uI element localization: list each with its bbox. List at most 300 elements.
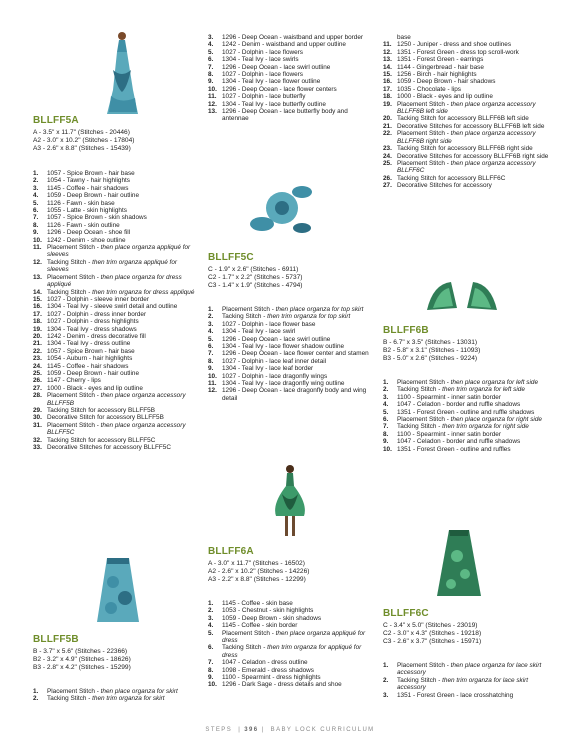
step-item [208,373,370,380]
step-text: Placement Stitch - [397,100,451,108]
step-item [33,274,195,289]
step-instruction: then trim organza appliqué for sleeves [47,258,178,274]
step-item [208,313,370,320]
step-item [33,229,195,236]
step-text: 1296 - Deep Ocean - lace flower center and stamen [222,350,369,358]
step-text: Tacking Stitch for accessory BLLFF6C [397,174,506,182]
step-number: 7. [33,214,39,222]
step-text: 1351 - Forest Green - lace crosshatching [397,691,514,699]
step-number: 9. [208,365,214,373]
step-text: Tacking Stitch for accessory BLLFF6B left side [397,115,529,123]
step-text: Placement Stitch - [47,392,101,400]
step-number: 11. [383,41,392,49]
flower-bllff5c-image [246,178,316,244]
step-list-bllff6a [208,600,370,689]
step-text: 1145 - Coffee - hair shadows [47,184,129,192]
step-item [383,438,553,445]
step-item [33,385,195,392]
step-text: 1144 - Gingerbread - hair base [397,63,484,71]
size-line: C2 - 3.0" x 4.3" (Stitches - 19218) [383,629,482,637]
step-text: 1304 - Teal Ivy - dress outline [47,340,131,348]
step-item [208,607,370,614]
step-item [33,185,195,192]
step-number: 5. [208,629,214,637]
size-line: B - 3.7" x 5.6" (Stitches - 22366) [33,648,128,655]
size-list-bllff6c [383,622,481,645]
step-item [208,630,370,645]
step-item [33,444,195,451]
step-text: 1057 - Spice Brown - hair base [47,347,135,355]
step-number: 20. [383,115,392,123]
step-item [383,64,553,71]
step-instruction: then trim organza for lace skirt accessory [397,676,529,692]
step-number: 8. [33,221,39,229]
step-number: 27. [383,182,392,190]
step-item [208,56,370,63]
step-item [33,244,195,259]
step-text: 1027 - Dolphin - lace flowers [222,48,303,56]
step-text: Placement Stitch - [47,244,101,252]
step-number: 9. [208,78,214,86]
step-item [33,377,195,384]
size-line: B3 - 5.0" x 2.6" (Stitches - 9224) [383,354,478,362]
step-instruction: then place organza for top skirt [275,306,364,313]
step-text: Tacking Stitch - [222,644,268,652]
step-text: Placement Stitch - [397,159,451,167]
step-number: 1. [208,600,214,607]
footer-section: STEPS [205,727,233,733]
step-item [208,667,370,674]
step-item [383,153,553,160]
step-number: 28. [33,392,42,400]
step-item [208,622,370,629]
step-item [383,123,553,130]
step-text: 1351 - Forest Green - outline and ruffle shadows [397,408,535,416]
step-item [208,387,370,402]
step-item [383,431,553,438]
step-number: 10. [33,236,42,244]
step-instruction: then place organza for dress appliqué [47,273,182,289]
step-number: 21. [33,340,42,348]
step-number: 5. [208,335,214,343]
step-instruction: then place organza for skirt [100,688,178,695]
step-item [383,160,553,175]
step-item [383,93,553,100]
step-text: 1000 - Black - eyes and lip outline [397,93,493,101]
step-item [33,289,195,296]
design-code-bllff6c: BLLFF6C [383,608,429,619]
step-item [383,677,553,692]
step-item [33,303,195,310]
step-number: 1. [33,688,39,695]
step-item [33,237,195,244]
step-text: 1296 - Deep Ocean - waistband and upper border [222,34,364,41]
step-text: 1296 - Deep Ocean - lace swirl outline [222,335,331,343]
step-number: 15. [33,295,42,303]
step-number: 6. [33,207,39,215]
step-number: 26. [33,377,42,385]
size-line: C2 - 1.7" x 2.2" (Stitches - 5737) [208,273,303,281]
step-instruction: then trim organza for left side [442,386,525,394]
step-number: 1. [383,662,389,669]
page-footer: STEPS | 396 | BABY LOCK CURRICULUM [205,727,375,733]
step-instruction: then place organza accessory BLLFF6B left side [397,100,536,116]
step-text: Tacking Stitch - [47,288,93,296]
step-number: 10. [208,681,217,689]
step-text: Decorative Stitches for accessory BLLFF6B left side [397,122,545,130]
step-text: 1027 - Dolphin - lace dragonfly wings [222,372,328,380]
step-text: Placement Stitch - [47,688,101,695]
step-number: 26. [383,174,392,182]
step-text: 1296 - Deep Ocean - shoe fill [47,229,131,237]
step-item [33,363,195,370]
step-text: 1126 - Fawn - skin outline [47,221,120,229]
step-text: 1296 - Deep Ocean - lace butterfly body and antennae [222,108,348,123]
step-item [208,358,370,365]
step-item [33,311,195,318]
step-text: Tacking Stitch for accessory BLLFF5C [47,436,156,444]
step-text: 1047 - Celadon - border and ruffle shadows [397,401,521,409]
step-number: 31. [33,421,42,429]
size-list-bllff6a [208,560,309,583]
step-list-bllff5a [33,170,195,451]
step-number: 11. [208,380,217,388]
step-number: 9. [383,438,389,446]
step-number: 7. [208,63,214,71]
step-text: 1242 - Denim - dress decorative fill [47,332,146,340]
step-list-bllff5b [33,688,195,703]
step-item [33,200,195,207]
step-number: 1. [383,379,389,386]
step-number: 12. [383,48,392,56]
size-list-bllff6b [383,339,480,362]
step-number: 3. [383,393,389,401]
step-text: Tacking Stitch for accessory BLLFF5B [47,407,155,414]
size-list-bllff5a [33,129,134,152]
step-text: 1304 - Teal Ivy - lace flower outline [222,78,321,86]
step-number: 8. [208,666,214,674]
step-number: 3. [208,614,214,622]
step-number: 6. [383,416,389,424]
size-list-bllff5b [33,648,131,671]
step-text: 1296 - Deep Ocean - lace dragonfly body and wing detail [222,387,367,402]
step-item [208,380,370,387]
step-instruction: then trim organza for appliqué for dress [222,644,362,659]
step-number: 21. [383,122,392,130]
step-text: Tacking Stitch - [397,423,443,431]
step-instruction: then trim organza for dress appliqué [92,288,195,296]
step-number: 22. [383,130,392,138]
step-text: 1057 - Spice Brown - hair base [47,170,135,177]
step-number: 10. [208,85,217,93]
page-number: 396 [244,727,259,733]
step-number: 8. [383,430,389,438]
step-text: 1100 - Spearmint - inner satin border [397,430,501,438]
step-number: 5. [33,199,39,207]
step-item [208,343,370,350]
step-number: 2. [33,695,39,703]
size-line: A - 3.5" x 11.7" (Stitches - 20446) [33,129,130,136]
step-number: 16. [33,303,42,311]
step-item [208,71,370,78]
step-number: 3. [33,184,39,192]
step-text: 1100 - Spearmint - inner satin border [397,393,501,401]
step-item [383,56,553,63]
size-line: A3 - 2.2" x 8.8" (Stitches - 12299) [208,575,306,583]
step-number: 19. [383,100,392,108]
step-text: 1250 - Juniper - dress and shoe outlines [397,41,512,49]
step-number: 13. [208,108,217,116]
step-text: 1304 - Teal Ivy - lace swirls [222,56,299,64]
step-number: 12. [208,100,217,108]
step-item [208,86,370,93]
step-list-bllff6c [383,662,553,699]
step-item [383,401,553,408]
step-number: 33. [33,444,42,452]
step-text: 1242 - Denim - shoe outline [47,236,126,244]
step-text: 1027 - Dolphin - lace butterfly [222,93,306,101]
step-item [33,333,195,340]
step-instruction: then place organza accessory BLLFF5C [47,421,186,437]
step-item [33,695,195,702]
step-text: 1304 - Teal Ivy - lace butterfly outline [222,100,326,108]
step-number: 11. [33,244,42,252]
step-item [383,423,553,430]
step-text: Decorative Stitch for accessory BLLFF5B [47,414,164,422]
step-item [208,34,370,41]
step-number: 20. [33,332,42,340]
step-number: 4. [208,328,214,336]
step-text: Placement Stitch - [397,130,451,138]
step-list-bllff5b-continued [208,34,370,123]
step-item [208,365,370,372]
step-item [383,662,553,677]
size-line: A - 3.0" x 11.7" (Stitches - 16502) [208,560,305,567]
step-number: 25. [33,369,42,377]
step-text: 1027 - Dolphin - dress inner border [47,310,147,318]
step-number: 6. [208,343,214,351]
step-item [208,336,370,343]
step-list-bllff6b [383,379,553,453]
step-text: Placement Stitch - [397,662,451,669]
step-text: 1035 - Chocolate - lips [397,85,461,93]
design-code-bllff6a: BLLFF6A [208,546,254,557]
step-text: 1304 - Teal Ivy - sleeve swirl detail and outline [47,303,178,311]
step-number: 22. [33,347,42,355]
step-item [383,379,553,386]
step-text: 1304 - Teal Ivy - lace swirl [222,328,296,336]
step-text: Placement Stitch - [222,306,276,313]
step-item [208,41,370,48]
step-text: base [397,34,411,41]
design-code-bllff5a: BLLFF5A [33,115,79,126]
step-item [208,93,370,100]
step-text: Placement Stitch - [397,416,451,424]
step-text: 1047 - Celadon - dress outline [222,659,308,667]
step-text: Placement Stitch - [47,273,101,281]
size-line: C - 1.9" x 2.6" (Stitches - 6911) [208,266,299,273]
step-text: 1027 - Dolphin - lace flower base [222,320,316,328]
step-text: 1059 - Deep Brown - hair outline [47,369,140,377]
step-text: 1059 - Deep Brown - hair outline [47,192,140,200]
step-number: 14. [33,288,42,296]
step-item [383,34,553,41]
step-number: 3. [383,691,389,699]
step-number: 4. [208,41,214,49]
step-text: Decorative Stitches for accessory [397,182,492,190]
step-text: 1296 - Dark Sage - dress details and shoe [222,681,342,689]
step-text: 1059 - Deep Brown - hair shadows [397,78,496,86]
step-text: 1147 - Cherry - lips [47,377,101,385]
step-number: 7. [208,659,214,667]
size-line: A2 - 3.0" x 10.2" (Stitches - 17804) [33,136,135,144]
step-item [33,296,195,303]
step-item [208,64,370,71]
size-list-bllff5c [208,266,302,289]
step-number: 14. [383,63,392,71]
design-code-bllff5c: BLLFF5C [208,252,254,263]
step-item [33,177,195,184]
step-number: 23. [33,355,42,363]
step-text: 1098 - Emerald - dress shadows [222,666,314,674]
step-text: 1000 - Black - eyes and lip outline [47,384,143,392]
step-instruction: then place organza appliqué for dress [222,629,366,645]
size-line: B3 - 2.8" x 4.2" (Stitches - 15299) [33,663,131,671]
step-number: 2. [383,676,389,684]
step-number: 17. [33,310,42,318]
step-number: 6. [208,644,214,652]
step-text: 1296 - Deep Ocean - lace swirl outline [222,63,331,71]
step-text: 1027 - Dolphin - lace flowers [222,71,303,79]
step-instruction: then trim organza for right side [442,423,529,431]
step-item [383,692,553,699]
step-item [383,145,553,152]
step-text: Placement Stitch - [222,629,276,637]
step-list-bllff6a-continued [383,34,553,190]
step-item [383,416,553,423]
step-item [208,615,370,622]
step-number: 17. [383,85,392,93]
step-number: 15. [383,71,392,79]
step-text: Decorative Stitches for accessory BLLFF6B right side [397,152,549,160]
step-item [208,321,370,328]
step-text: 1351 - Forest Green - dress top scroll-work [397,48,519,56]
step-text: 1304 - Teal Ivy - lace flower shadow outline [222,343,345,351]
step-text: 1100 - Spearmint - dress highlights [222,674,321,682]
step-number: 24. [33,362,42,370]
step-text: 1027 - Dolphin - dress highlights [47,318,139,326]
step-number: 13. [383,56,392,64]
step-number: 9. [33,229,39,237]
step-number: 30. [33,414,42,422]
step-item [33,222,195,229]
step-item [33,259,195,274]
figure-bllff6a-image [270,464,310,540]
size-line: C3 - 2.6" x 3.7" (Stitches - 15971) [383,637,482,645]
step-number: 8. [208,71,214,79]
step-text: 1145 - Coffee - skin border [222,622,298,630]
step-number: 4. [383,401,389,409]
step-text: 1053 - Chestnut - skin highlights [222,607,314,615]
step-item [33,370,195,377]
step-item [383,78,553,85]
step-instruction: then trim organza for skirt [92,695,165,703]
step-item [208,659,370,666]
step-text: 1054 - Auburn - hair highlights [47,355,133,363]
step-number: 1. [208,306,214,313]
step-text: Tacking Stitch for accessory BLLFF6B right side [397,145,533,153]
step-item [208,674,370,681]
step-item [208,306,370,313]
step-text: 1304 - Teal Ivy - dress shadows [47,325,137,333]
step-item [33,318,195,325]
step-number: 2. [208,313,214,321]
figure-bllff5a-image [105,30,139,116]
step-number: 10. [383,445,392,453]
step-item [383,41,553,48]
step-item [208,681,370,688]
step-number: 9. [208,674,214,682]
step-number: 6. [208,56,214,64]
step-text: 1351 - Forest Green - earrings [397,56,484,64]
step-text: Tacking Stitch - [47,258,93,266]
step-number: 7. [208,350,214,358]
step-item [33,214,195,221]
step-instruction: then place organza for right side [450,416,542,424]
step-number: 18. [33,318,42,326]
step-number: 29. [33,407,42,414]
step-number: 32. [33,436,42,444]
step-number: 2. [33,177,39,185]
step-item [33,407,195,414]
step-item [33,422,195,437]
step-text: 1145 - Coffee - hair shadows [47,362,129,370]
size-line: A2 - 2.6" x 10.2" (Stitches - 14226) [208,567,310,575]
step-item [208,644,370,659]
step-number: 3. [208,34,214,41]
step-item [383,71,553,78]
step-number: 10. [208,372,217,380]
step-item [383,130,553,145]
step-item [33,392,195,407]
step-number: 8. [208,357,214,365]
step-number: 18. [383,93,392,101]
step-text: 1242 - Denim - waistband and upper outline [222,41,346,49]
step-number: 25. [383,159,392,167]
size-line: C - 3.4" x 5.0" (Stitches - 23019) [383,622,478,629]
step-item [33,170,195,177]
step-number: 24. [383,152,392,160]
step-item [208,49,370,56]
size-line: C3 - 1.4" x 1.9" (Stitches - 4794) [208,281,303,289]
step-number: 16. [383,78,392,86]
step-text: Tacking Stitch - [222,313,268,321]
step-item [383,409,553,416]
size-line: B - 6.7" x 3.5" (Stitches - 13031) [383,339,478,346]
step-item [383,115,553,122]
step-instruction: then place organza for left side [450,379,539,386]
step-item [33,348,195,355]
size-line: A3 - 2.6" x 8.8" (Stitches - 15439) [33,144,131,152]
step-item [383,446,553,453]
step-text: 1047 - Celadon - border and ruffle shadows [397,438,521,446]
step-item [208,101,370,108]
step-item [383,386,553,393]
step-item [383,182,553,189]
step-instruction: then place organza for lace skirt accessory [397,662,542,677]
step-text: Tacking Stitch - [47,695,93,703]
step-text: 1256 - Birch - hair highlights [397,71,477,79]
